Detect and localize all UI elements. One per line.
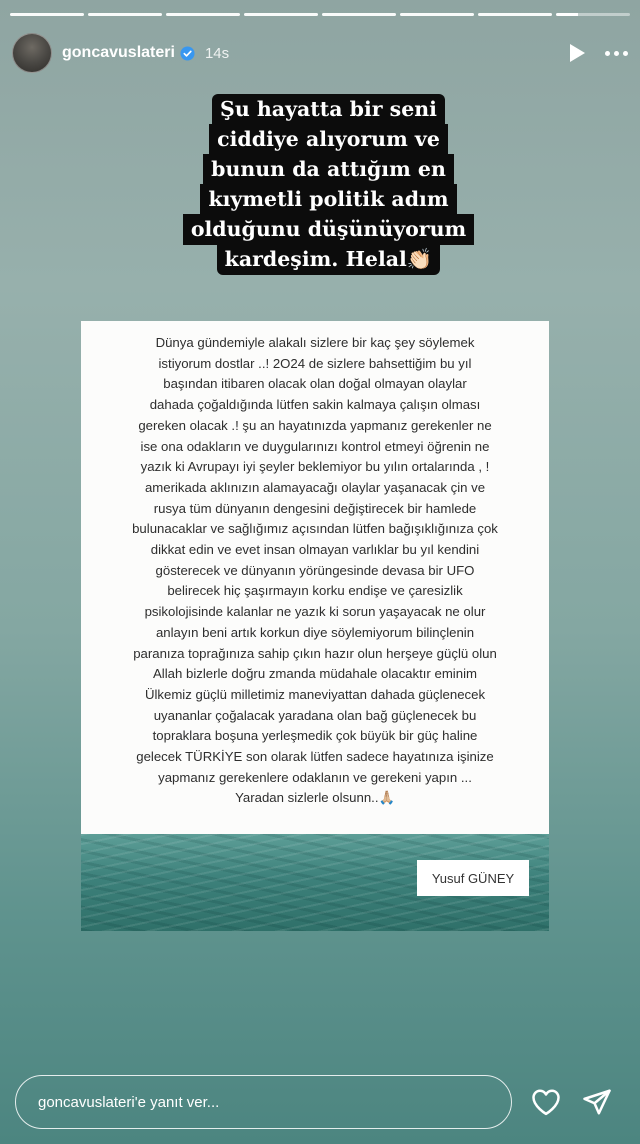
post-line: yapmanız gerekenlere odaklanın ve gerekeni yapın ... <box>158 769 472 785</box>
post-line: psikolojisinde kalanlar ne yazık ki sorun yaşayacak ne olur <box>144 604 486 620</box>
post-line: yazık ki Avrupayı iyi şeyler beklemiyor bu yılın ortalarında , ! <box>140 459 490 475</box>
sea-photo <box>81 834 549 931</box>
shared-post-image <box>81 321 549 931</box>
post-line: topraklara boşuna yerleşmedik çok büyük bir güç haline <box>152 728 478 744</box>
post-line: gösterecek ve dünyanın yörüngesinde devasa bir UFO <box>155 562 475 578</box>
more-icon[interactable] <box>605 51 628 56</box>
post-line: dikkat edin ve evet insan olmayan varlıklar bu yıl kendini <box>150 542 480 558</box>
verified-badge-icon <box>180 46 195 61</box>
caption-line: bunun da attığım en <box>203 154 454 185</box>
post-text <box>89 333 541 809</box>
progress-segment <box>400 13 474 16</box>
progress-segment <box>166 13 240 16</box>
post-line: bulunacaklar ve sağlığımız açısından lütfen bağışıklığınıza çok <box>132 521 498 537</box>
progress-segment <box>10 13 84 16</box>
story-progress-bar <box>10 13 630 16</box>
reply-input[interactable]: goncavuslateri'e yanıt ver... <box>15 1075 512 1129</box>
progress-segment <box>322 13 396 16</box>
post-line: belirecek hiç şaşırmayın korku endişe ve çaresizlik <box>167 583 463 599</box>
story-footer <box>15 1075 640 1131</box>
story-timestamp: 14s <box>204 44 230 62</box>
caption-line: kardeşim. Helal👏🏻 <box>217 244 441 275</box>
post-line: istiyorum dostlar ..! 2O24 de sizlere bahsettiğim bu yıl <box>158 355 472 371</box>
post-line: paranıza toprağınıza sahip çıkın hazır olun herşeye güçlü olun <box>133 645 497 661</box>
post-line: başından itibaren olacak olan doğal olmayan olaylar <box>163 376 467 392</box>
story-header <box>12 31 628 75</box>
send-icon[interactable] <box>582 1087 612 1117</box>
caption-line: kıymetli politik adım <box>200 184 456 215</box>
post-line: dahada çoğaldığında lütfen sakin kalmaya çalışın olması <box>149 397 481 413</box>
story-caption <box>180 94 477 274</box>
progress-segment <box>478 13 552 16</box>
post-line: anlayın beni artık korkun diye söylemiyorum bilinçlenin <box>155 624 475 640</box>
post-line: amerikada aklınızın alamayacağı olaylar yaşanacak çin ve <box>144 479 486 495</box>
caption-line: Şu hayatta bir seni <box>212 94 445 125</box>
post-line: gelecek TÜRKİYE son olarak lütfen sadece hayatınıza işinize <box>136 749 494 765</box>
post-line: rusya tüm dünyanın dengesini değiştirecek bir hamlede <box>153 500 477 516</box>
caption-line: ciddiye alıyorum ve <box>209 124 448 155</box>
progress-segment <box>244 13 318 16</box>
author-signature: Yusuf GÜNEY <box>417 860 529 896</box>
post-line: uyananlar çoğalacak yaradana olan bağ güçlenecek bu <box>153 707 477 723</box>
progress-segment <box>88 13 162 16</box>
play-icon[interactable] <box>570 44 585 62</box>
avatar[interactable] <box>12 33 52 73</box>
post-line: Dünya gündemiyle alakalı sizlere bir kaç şey söylemek <box>155 335 475 350</box>
post-line: gereken olacak .! şu an hayatınızda yapmanız gerekenler ne <box>138 417 492 433</box>
caption-line: olduğunu düşünüyorum <box>183 214 474 245</box>
username[interactable]: goncavuslateri <box>62 44 175 61</box>
heart-icon[interactable] <box>531 1088 561 1116</box>
progress-segment-current <box>556 13 630 16</box>
post-line: Allah bizlerle doğru zmanda müdahale olacaktır eminim <box>153 666 477 682</box>
post-line: ise ona odakların ve duygularınızı kontrol etmeyi öğrenin ne <box>140 438 490 454</box>
post-line: Ülkemiz güçlü milletimiz maneviyattan dahada güçlenecek <box>144 686 486 702</box>
post-line: Yaradan sizlerle olsunn..🙏🏼 <box>235 790 395 806</box>
